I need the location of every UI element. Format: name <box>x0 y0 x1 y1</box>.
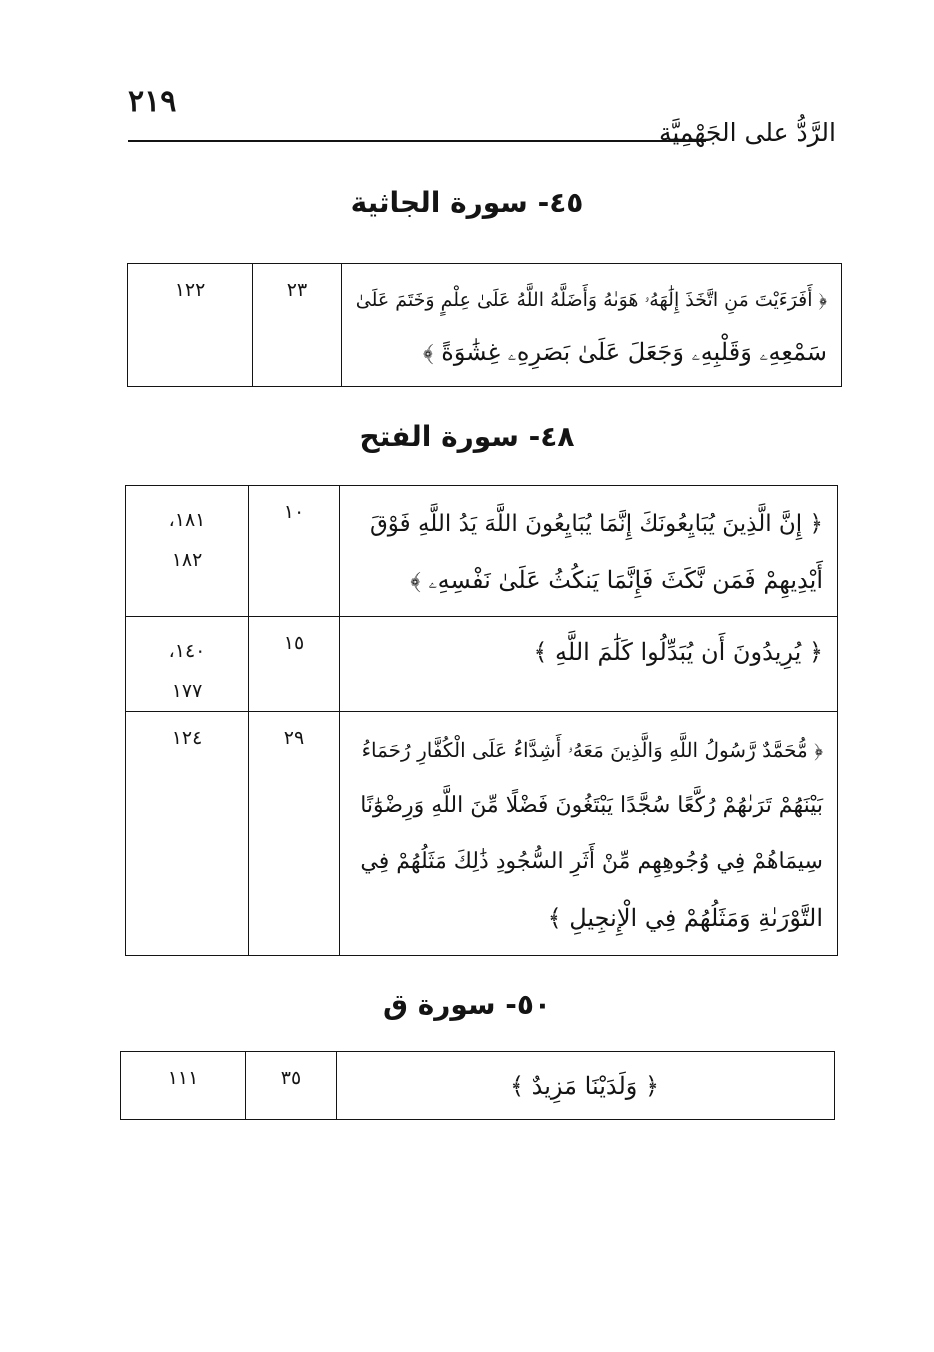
table-row <box>126 712 838 956</box>
verse-text-cell <box>340 712 838 956</box>
verse-line: التَّوْرَىٰةِ وَمَثَلُهُمْ فِي الْإِنجِيلِ ﴾ <box>547 904 823 932</box>
verse-line: ﴿ مُّحَمَّدٌ رَّسُولُ اللَّهِ وَالَّذِينَ مَعَهُۥ أَشِدَّاءُ عَلَى الْكُفَّارِ رُحَمَاءُ <box>361 738 823 762</box>
surah-title-jathiya: ٤٥- سورة الجاثية <box>350 186 584 219</box>
verse-line: ﴿ وَلَدَيْنَا مَزِيدٌ ﴾ <box>509 1072 660 1100</box>
page-ref: ١٤٠، <box>168 640 206 662</box>
surah-title-fath: ٤٨- سورة الفتح <box>359 420 575 453</box>
table-row <box>126 486 838 617</box>
page-ref: ١٨٢ <box>171 549 203 571</box>
page-references <box>126 486 249 617</box>
ayah-number: ٢٩ <box>249 712 340 956</box>
table-row <box>121 1052 835 1120</box>
header-rule <box>128 140 706 142</box>
verse-line: أَيْدِيهِمْ فَمَن نَّكَثَ فَإِنَّمَا يَنكُثُ عَلَىٰ نَفْسِهِۦ ﴾ <box>410 566 823 594</box>
verse-table-jathiya <box>127 263 842 387</box>
verse-line: بَيْنَهُمْ تَرَىٰهُمْ رُكَّعًا سُجَّدًا يَبْتَغُونَ فَضْلًا مِّنَ اللَّهِ وَرِضْوَٰنًا <box>360 793 823 818</box>
table-row <box>126 617 838 712</box>
page-references <box>126 617 249 712</box>
verse-line: ﴿ أَفَرَءَيْتَ مَنِ اتَّخَذَ إِلَٰهَهُۥ هَوَىٰهُ وَأَضَلَّهُ اللَّهُ عَلَىٰ عِلْمٍ وَخَتَمَ عَلَىٰ <box>355 289 827 311</box>
page-references <box>128 264 253 387</box>
verse-line: ﴿ إِنَّ الَّذِينَ يُبَايِعُونَكَ إِنَّمَا يُبَايِعُونَ اللَّهَ يَدُ اللَّهِ فَوْقَ <box>369 511 823 537</box>
verse-line: سِيمَاهُمْ فِي وُجُوهِهِم مِّنْ أَثَرِ السُّجُودِ ذَٰلِكَ مَثَلُهُمْ فِي <box>360 849 823 874</box>
page-number: ٢١٩ <box>128 84 177 119</box>
table-row <box>128 264 842 387</box>
verse-table-qaf <box>120 1051 835 1120</box>
verse-line: سَمْعِهِۦ وَقَلْبِهِۦ وَجَعَلَ عَلَىٰ بَصَرِهِۦ غِشَٰوَةً ﴾ <box>422 338 827 366</box>
page-ref: ١١١ <box>167 1067 199 1089</box>
verse-table-fath <box>125 485 838 956</box>
page-ref: ١٢٤ <box>171 727 203 749</box>
surah-title-qaf: ٥٠- سورة ق <box>382 988 552 1021</box>
ayah-number: ١٥ <box>249 617 340 712</box>
page-ref: ١٨١، <box>168 509 206 531</box>
ayah-number: ١٠ <box>249 486 340 617</box>
page-ref: ١٢٢ <box>174 279 206 301</box>
verse-text-cell <box>340 486 838 617</box>
running-header: الرَّدُّ على الجَهْمِيَّة <box>658 118 836 147</box>
ayah-number: ٢٣ <box>253 264 342 387</box>
verse-text-cell <box>342 264 842 387</box>
verse-text-cell <box>337 1052 835 1120</box>
verse-line: ﴿ يُرِيدُونَ أَن يُبَدِّلُوا كَلَٰمَ اللَّهِ ﴾ <box>533 638 823 666</box>
page-references <box>121 1052 246 1120</box>
ayah-number: ٣٥ <box>246 1052 337 1120</box>
page-references <box>126 712 249 956</box>
verse-text-cell <box>340 617 838 712</box>
page-ref: ١٧٧ <box>171 680 203 702</box>
